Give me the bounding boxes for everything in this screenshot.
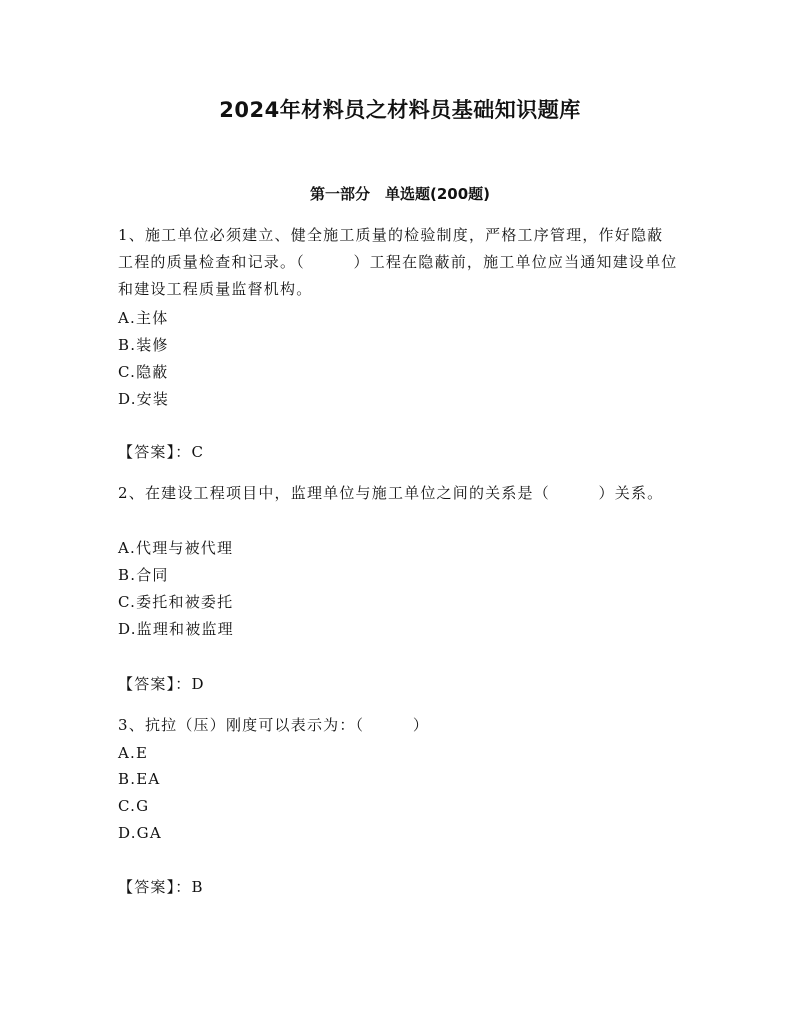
question-3-option-c: C.G xyxy=(118,797,150,815)
question-3-stem: 3、抗拉（压）刚度可以表示为：（ ） xyxy=(118,716,430,734)
question-3-option-b: B.EA xyxy=(118,770,161,788)
question-2-stem: 2、在建设工程项目中，监理单位与施工单位之间的关系是（ ）关系。 xyxy=(118,484,664,502)
question-1-option-a: A.主体 xyxy=(118,309,169,327)
question-2-answer: 【答案】：D xyxy=(118,675,205,693)
question-1-option-c: C.隐蔽 xyxy=(118,363,169,381)
question-2-option-a: A.代理与被代理 xyxy=(118,539,234,557)
question-3-option-d: D.GA xyxy=(118,824,162,842)
question-1-answer: 【答案】：C xyxy=(118,443,205,461)
question-1-option-b: B.装修 xyxy=(118,336,169,354)
question-3-answer: 【答案】：B xyxy=(118,878,204,896)
question-2-option-b: B.合同 xyxy=(118,566,169,584)
question-3-option-a: A.E xyxy=(118,744,149,762)
question-1-option-d: D.安装 xyxy=(118,390,170,408)
document-title: 2024年材料员之材料员基础知识题库 xyxy=(219,98,581,122)
section-heading: 第一部分 单选题(200题) xyxy=(309,185,491,203)
question-1-stem: 1、施工单位必须建立、健全施工质量的检验制度，严格工序管理，作好隐蔽工程的质量检查和记录。（ ）工程在隐蔽前，施工单位应当通知建设单位和建设工程质量监督机构。 xyxy=(118,226,678,298)
question-2-option-d: D.监理和被监理 xyxy=(118,620,234,638)
question-2-option-c: C.委托和被委托 xyxy=(118,593,234,611)
